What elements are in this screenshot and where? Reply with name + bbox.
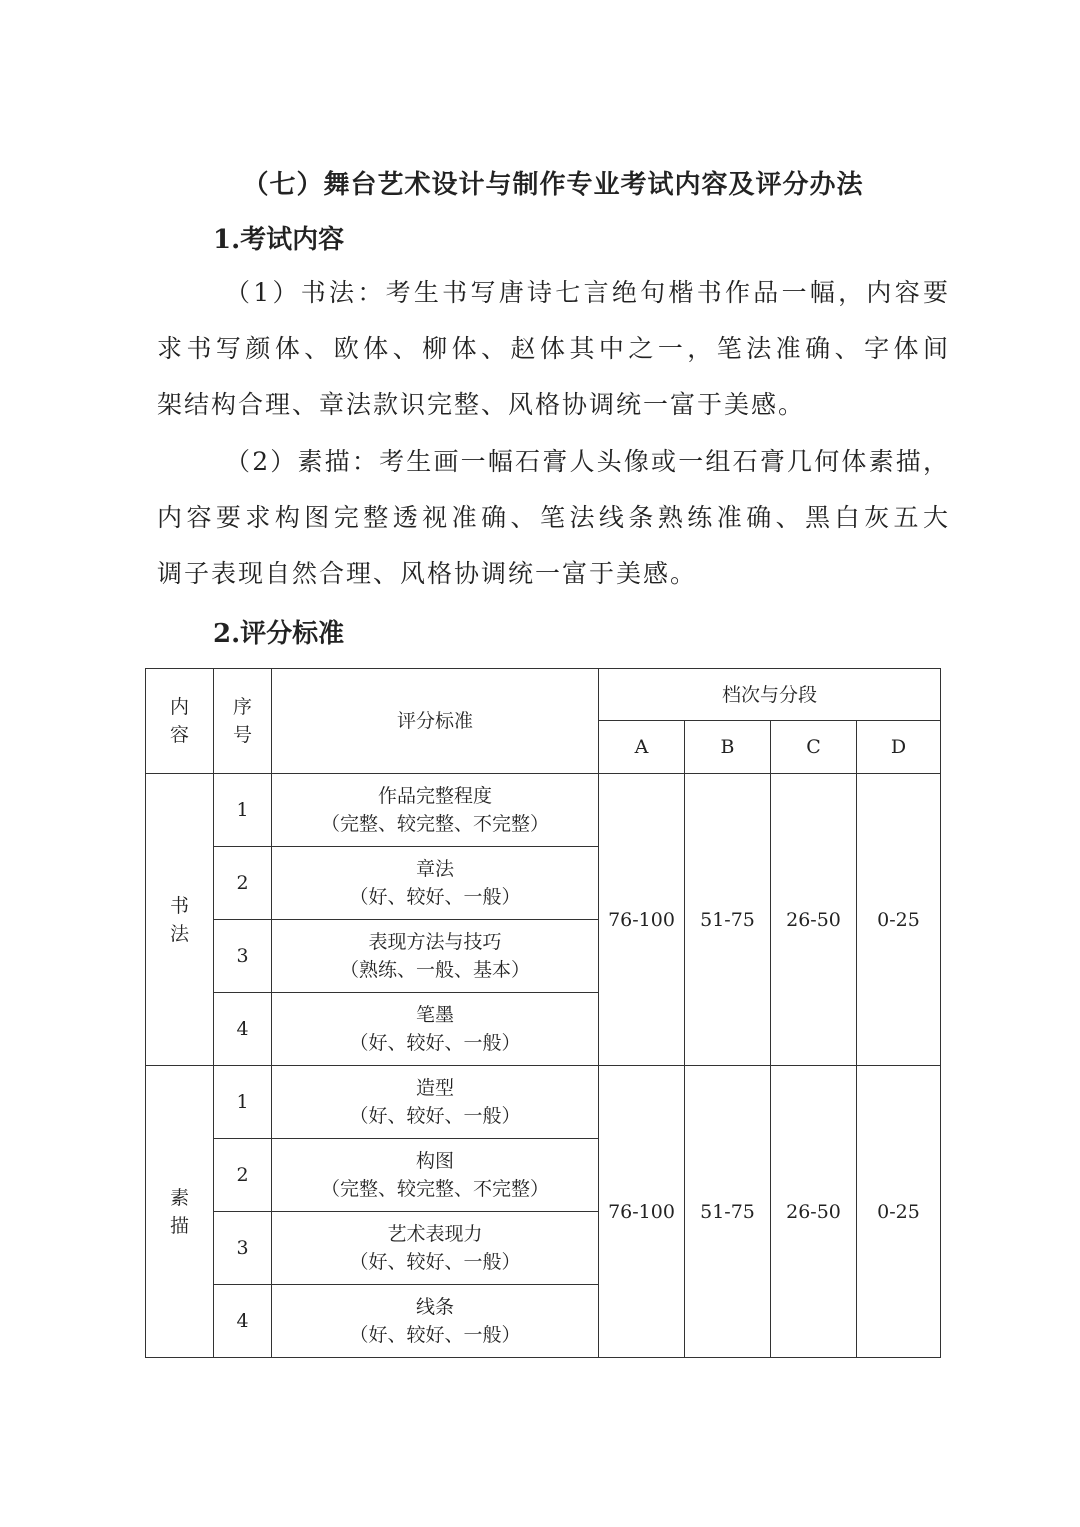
header-grade-d: D [857,721,941,774]
header-grade-b: B [685,721,771,774]
criteria-cell [272,847,599,920]
row-number: 2 [214,847,272,920]
criteria-levels: （完整、较完整、不完整） [320,813,549,835]
header-content: 内容 [146,669,214,774]
criteria-levels: （熟练、一般、基本） [339,959,530,981]
header-grades: 档次与分段 [599,669,941,721]
grade-range-c: 26-50 [771,1066,857,1358]
criteria-levels: （完整、较完整、不完整） [320,1178,549,1200]
criteria-item: 表现方法与技巧 [368,931,502,953]
criteria-levels: （好、较好、一般） [349,1324,521,1346]
criteria-cell [272,1139,599,1212]
criteria-levels: （好、较好、一般） [349,886,521,908]
header-grade-c: C [771,721,857,774]
paragraph-line: 内容要求构图完整透视准确、笔法线条熟练准确、黑白灰五大 [157,503,948,532]
paragraph-line: 架结构合理、章法款识完整、风格协调统一富于美感。 [157,390,806,419]
criteria-item: 笔墨 [415,1004,454,1026]
group-name: 书法 [146,774,214,1066]
criteria-levels: （好、较好、一般） [349,1032,521,1054]
grade-range-b: 51-75 [685,1066,771,1358]
criteria-cell [272,993,599,1066]
row-number: 4 [214,993,272,1066]
row-number: 1 [214,774,272,847]
criteria-cell [272,1285,599,1358]
criteria-item: 章法 [415,858,454,880]
criteria-cell [272,1066,599,1139]
header-grade-a: A [599,721,685,774]
row-number: 1 [214,1066,272,1139]
criteria-item: 构图 [415,1150,454,1172]
criteria-cell [272,1212,599,1285]
criteria-item: 作品完整程度 [377,785,492,807]
grade-range-d: 0-25 [857,774,941,1066]
criteria-levels: （好、较好、一般） [349,1251,521,1273]
paragraph-line: （2）素描：考生画一幅石膏人头像或一组石膏几何体素描， [225,447,948,476]
row-number: 3 [214,920,272,993]
criteria-cell [272,774,599,847]
section-heading-exam-content: 1.考试内容 [213,225,345,255]
scoring-table [145,668,941,1358]
paragraph-line: （1）书法：考生书写唐诗七言绝句楷书作品一幅，内容要 [225,278,948,307]
row-number: 3 [214,1212,272,1285]
paragraph-line: 调子表现自然合理、风格协调统一富于美感。 [157,559,698,588]
table-row [146,774,941,847]
group-name: 素描 [146,1066,214,1358]
grade-range-b: 51-75 [685,774,771,1066]
criteria-item: 造型 [415,1077,454,1099]
grade-range-c: 26-50 [771,774,857,1066]
criteria-cell [272,920,599,993]
section-heading-scoring: 2.评分标准 [213,619,345,649]
criteria-levels: （好、较好、一般） [349,1105,521,1127]
header-criteria: 评分标准 [272,669,599,774]
grade-range-a: 76-100 [599,1066,685,1358]
criteria-item: 艺术表现力 [387,1223,483,1245]
header-seq: 序号 [214,669,272,774]
grade-range-d: 0-25 [857,1066,941,1358]
criteria-item: 线条 [415,1296,454,1318]
paragraph-line: 求书写颜体、欧体、柳体、赵体其中之一，笔法准确、字体间 [157,334,948,363]
row-number: 2 [214,1139,272,1212]
grade-range-a: 76-100 [599,774,685,1066]
row-number: 4 [214,1285,272,1358]
document-title: （七）舞台艺术设计与制作专业考试内容及评分办法 [242,170,864,200]
table-row [146,1066,941,1139]
